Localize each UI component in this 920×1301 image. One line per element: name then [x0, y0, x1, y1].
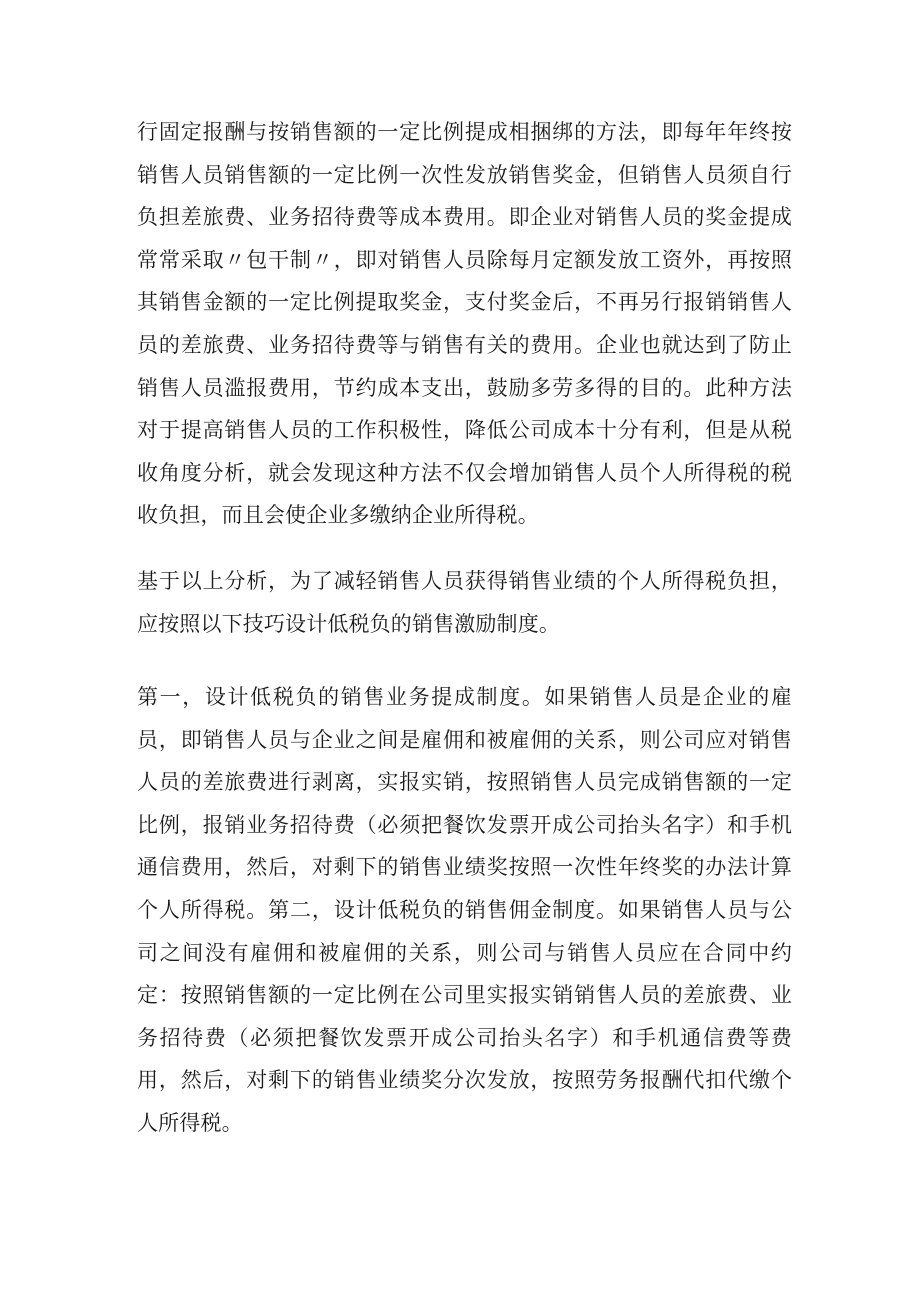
body-paragraph-1: 行固定报酬与按销售额的一定比例提成相捆绑的方法，即每年年终按销售人员销售额的一定比例一次性发放销售奖金，但销售人员须自行负担差旅费、业务招待费等成本费用。即企业对销售人员的奖金提成常常采取〃包干制〃，即对销售人员除每月定额发放工资外，再按照其销售金额的一定比例提取奖金，支付奖金后，不再另行报销销售人员的差旅费、业务招待费等与销售有关的费用。企业也就达到了防止销售人员滥报费用，节约成本支出，鼓励多劳多得的目的。此种方法对于提高销售人员的工作积极性，降低公司成本十分有利，但是从税收角度分析，就会发现这种方法不仅会增加销售人员个人所得税的税收负担，而且会使企业多缴纳企业所得税。	[137, 120, 792, 528]
body-paragraph-2: 基于以上分析，为了减轻销售人员获得销售业绩的个人所得税负担，应按照以下技巧设计低税负的销售激励制度。	[137, 569, 792, 636]
body-paragraph-3: 第一，设计低税负的销售业务提成制度。如果销售人员是企业的雇员，即销售人员与企业之间是雇佣和被雇佣的关系，则公司应对销售人员的差旅费进行剥离，实报实销，按照销售人员完成销售额的一定比例，报销业务招待费（必须把餐饮发票开成公司抬头名字）和手机通信费用，然后，对剩下的销售业绩奖按照一次性年终奖的办法计算个人所得税。第二，设计低税负的销售佣金制度。如果销售人员与公司之间没有雇佣和被雇佣的关系，则公司与销售人员应在合同中约定：按照销售额的一定比例在公司里实报实销销售人员的差旅费、业务招待费（必须把餐饮发票开成公司抬头名字）和手机通信费等费用，然后，对剩下的销售业绩奖分次发放，按照劳务报酬代扣代缴个人所得税。	[137, 685, 792, 1135]
